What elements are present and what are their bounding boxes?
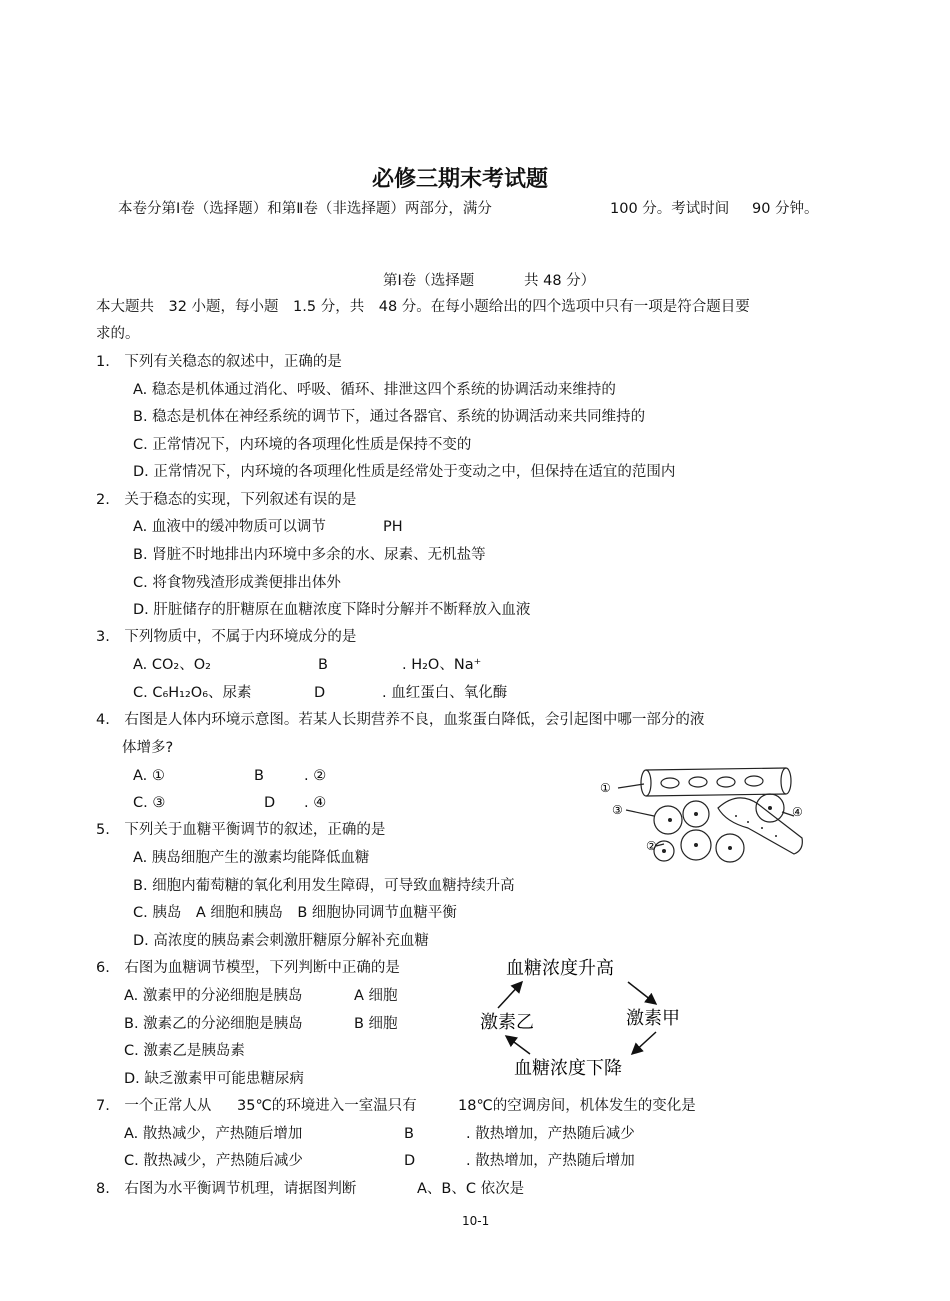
intro-text-1: 本卷分第Ⅰ卷（选择题）和第Ⅱ卷（非选择题）两部分，满分: [118, 201, 492, 217]
q2-option-b: B. 肾脏不时地排出内环境中多余的水、尿素、无机盐等: [133, 547, 486, 563]
q2-option-d: D. 肝脏储存的肝糖原在血糖浓度下降时分解并不断释放入血液: [133, 602, 531, 618]
q6-option-a: A. 激素甲的分泌细胞是胰岛: [124, 988, 303, 1004]
q7-option-b: . 散热增加，产热随后减少: [466, 1126, 635, 1142]
q6-option-c: C. 激素乙是胰岛素: [124, 1043, 245, 1059]
q7-stem-3: 18℃的空调房间，机体发生的变化是: [458, 1098, 696, 1114]
q6-option-b: B. 激素乙的分泌细胞是胰岛: [124, 1016, 303, 1032]
q4-option-d-letter: D: [264, 795, 276, 811]
q1-option-c: C. 正常情况下，内环境的各项理化性质是保持不变的: [133, 437, 472, 453]
q1-option-d: D. 正常情况下，内环境的各项理化性质是经常处于变动之中，但保持在适宜的范围内: [133, 464, 676, 480]
q7-option-d-letter: D: [404, 1153, 416, 1169]
q8-stem-2: A、B、C 依次是: [417, 1181, 525, 1197]
figure-label-3: ③: [612, 803, 623, 817]
q6-option-d: D. 缺乏激素甲可能患糖尿病: [124, 1071, 304, 1087]
q5-stem: 5. 下列关于血糖平衡调节的叙述，正确的是: [96, 822, 386, 838]
intro-text-2: 100 分。考试时间: [610, 201, 730, 217]
q5-option-a: A. 胰岛细胞产生的激素均能降低血糖: [133, 850, 370, 866]
q3-option-c: C. C₆H₁₂O₆、尿素: [133, 685, 252, 701]
diagram-node-right: 激素甲: [626, 1008, 680, 1029]
q7-stem-2: 35℃的环境进入一室温只有: [237, 1098, 417, 1114]
q3-stem: 3. 下列物质中，不属于内环境成分的是: [96, 629, 357, 645]
figure-label-4: ④: [792, 805, 803, 819]
q4-option-b: . ②: [304, 768, 327, 784]
q7-option-b-letter: B: [404, 1126, 414, 1142]
section-desc-line2: 求的。: [96, 326, 140, 342]
q2-option-a-ph: PH: [383, 519, 403, 535]
q2-option-c: C. 将食物残渣形成粪便排出体外: [133, 575, 341, 591]
q4-stem-line1: 4. 右图是人体内环境示意图。若某人长期营养不良，血浆蛋白降低，会引起图中哪一部分的液: [96, 712, 705, 728]
q2-option-a: A. 血液中的缓冲物质可以调节: [133, 519, 326, 535]
q5-option-b: B. 细胞内葡萄糖的氧化利用发生障碍，可导致血糖持续升高: [133, 878, 515, 894]
q7-option-a: A. 散热减少，产热随后增加: [124, 1126, 303, 1142]
arrow-top-to-right: [628, 982, 656, 1004]
q6-option-a-cell: A 细胞: [354, 988, 398, 1004]
q4-option-d: . ④: [304, 795, 327, 811]
diagram-node-left: 激素乙: [480, 1012, 534, 1033]
q4-option-c: C. ③: [133, 795, 166, 811]
q1-option-b: B. 稳态是机体在神经系统的调节下，通过各器官、系统的协调活动来共同维持的: [133, 409, 646, 425]
q7-stem-1: 7. 一个正常人从: [96, 1098, 212, 1114]
intro-text-3: 90 分钟。: [752, 201, 819, 217]
q6-stem: 6. 右图为血糖调节模型，下列判断中正确的是: [96, 960, 400, 976]
q2-stem: 2. 关于稳态的实现，下列叙述有误的是: [96, 492, 357, 508]
figure-label-2: ②: [646, 839, 657, 853]
q1-option-a: A. 稳态是机体通过消化、呼吸、循环、排泄这四个系统的协调活动来维持的: [133, 382, 616, 398]
section-desc-line1: 本大题共 32 小题，每小题 1.5 分，共 48 分。在每小题给出的四个选项中只有一项是符合题目要: [96, 299, 750, 315]
arrow-right-to-bottom: [632, 1032, 656, 1054]
q4-option-b-letter: B: [254, 768, 264, 784]
internal-environment-figure: [598, 758, 810, 866]
q3-option-d: . 血红蛋白、氧化酶: [382, 685, 508, 701]
blood-sugar-regulation-diagram: [470, 950, 710, 1080]
q3-option-b: . H₂O、Na⁺: [402, 657, 482, 673]
arrow-bottom-to-left: [506, 1036, 530, 1054]
diagram-node-bottom: 血糖浓度下降: [514, 1058, 622, 1079]
arrow-left-to-top: [498, 982, 522, 1008]
page-number: 10-1: [462, 1214, 490, 1228]
figure-label-1: ①: [600, 781, 611, 795]
q7-option-d: . 散热增加，产热随后增加: [466, 1153, 635, 1169]
q3-option-b-letter: B: [318, 657, 328, 673]
q3-option-d-letter: D: [314, 685, 326, 701]
diagram-node-top: 血糖浓度升高: [506, 958, 614, 979]
section-heading-a: 第Ⅰ卷（选择题: [383, 273, 475, 289]
q5-option-d: D. 高浓度的胰岛素会刺激肝糖原分解补充血糖: [133, 933, 429, 949]
q4-option-a: A. ①: [133, 768, 165, 784]
section-heading-b: 共 48 分）: [524, 273, 596, 289]
q4-stem-line2: 体增多?: [122, 740, 174, 756]
q1-stem: 1. 下列有关稳态的叙述中，正确的是: [96, 354, 342, 370]
page-title: 必修三期末考试题: [372, 166, 549, 192]
q7-option-c: C. 散热减少，产热随后减少: [124, 1153, 303, 1169]
q3-option-a: A. CO₂、O₂: [133, 657, 211, 673]
q5-option-c: C. 胰岛 A 细胞和胰岛 B 细胞协同调节血糖平衡: [133, 905, 457, 921]
q6-option-b-cell: B 细胞: [354, 1016, 398, 1032]
q8-stem-1: 8. 右图为水平衡调节机理，请据图判断: [96, 1181, 357, 1197]
